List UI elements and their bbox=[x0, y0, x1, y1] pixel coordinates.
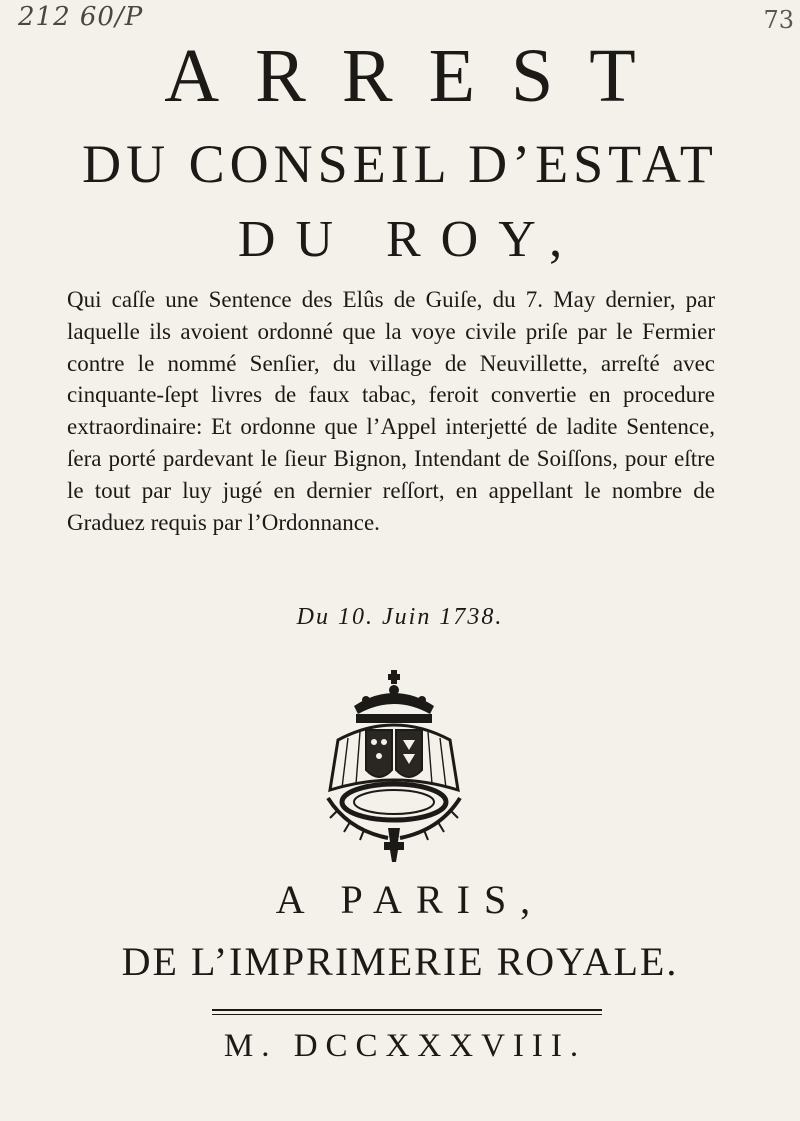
title-arrest: ARREST bbox=[164, 34, 672, 118]
imprint-place: A PARIS, bbox=[275, 877, 545, 922]
imprint-year: M. DCCXXXVIII. bbox=[223, 1028, 587, 1064]
manuscript-shelfmark: 212 60/P bbox=[18, 2, 144, 32]
imprint-printer: DE L’IMPRIMERIE ROYALE. bbox=[121, 939, 679, 984]
decree-summary: Qui caſſe une Sentence des Elûs de Guiſe, du 7. May dernier, par laquelle ils avoient ordonné que la voye civile priſe par le Fermier contre le nommé Senſier, du village de Neuvillette, arreſté avec cinquante-ſept livres de faux tabac, feroit convertie en procedure extraordinaire: Et ordonne que l’Appel interjetté de ladite Sentence, ſera porté pardevant le ſieur Bignon, Intendant de Soiſſons, pour eſtre le tout par luy jugé en dernier reſſort, en appellant le nombre de Graduez requis par l’Ordonnance. bbox=[67, 287, 715, 535]
divider-rule-thin bbox=[212, 1014, 602, 1015]
royal-arms-vignette-icon bbox=[308, 670, 480, 862]
divider-rule bbox=[212, 1009, 602, 1011]
manuscript-folio-number: 73 bbox=[763, 6, 794, 34]
decree-date: Du 10. Juin 1738. bbox=[296, 604, 504, 630]
title-du-roy: DU ROY, bbox=[237, 211, 583, 268]
title-conseil: DU CONSEIL D’ESTAT bbox=[82, 134, 718, 194]
